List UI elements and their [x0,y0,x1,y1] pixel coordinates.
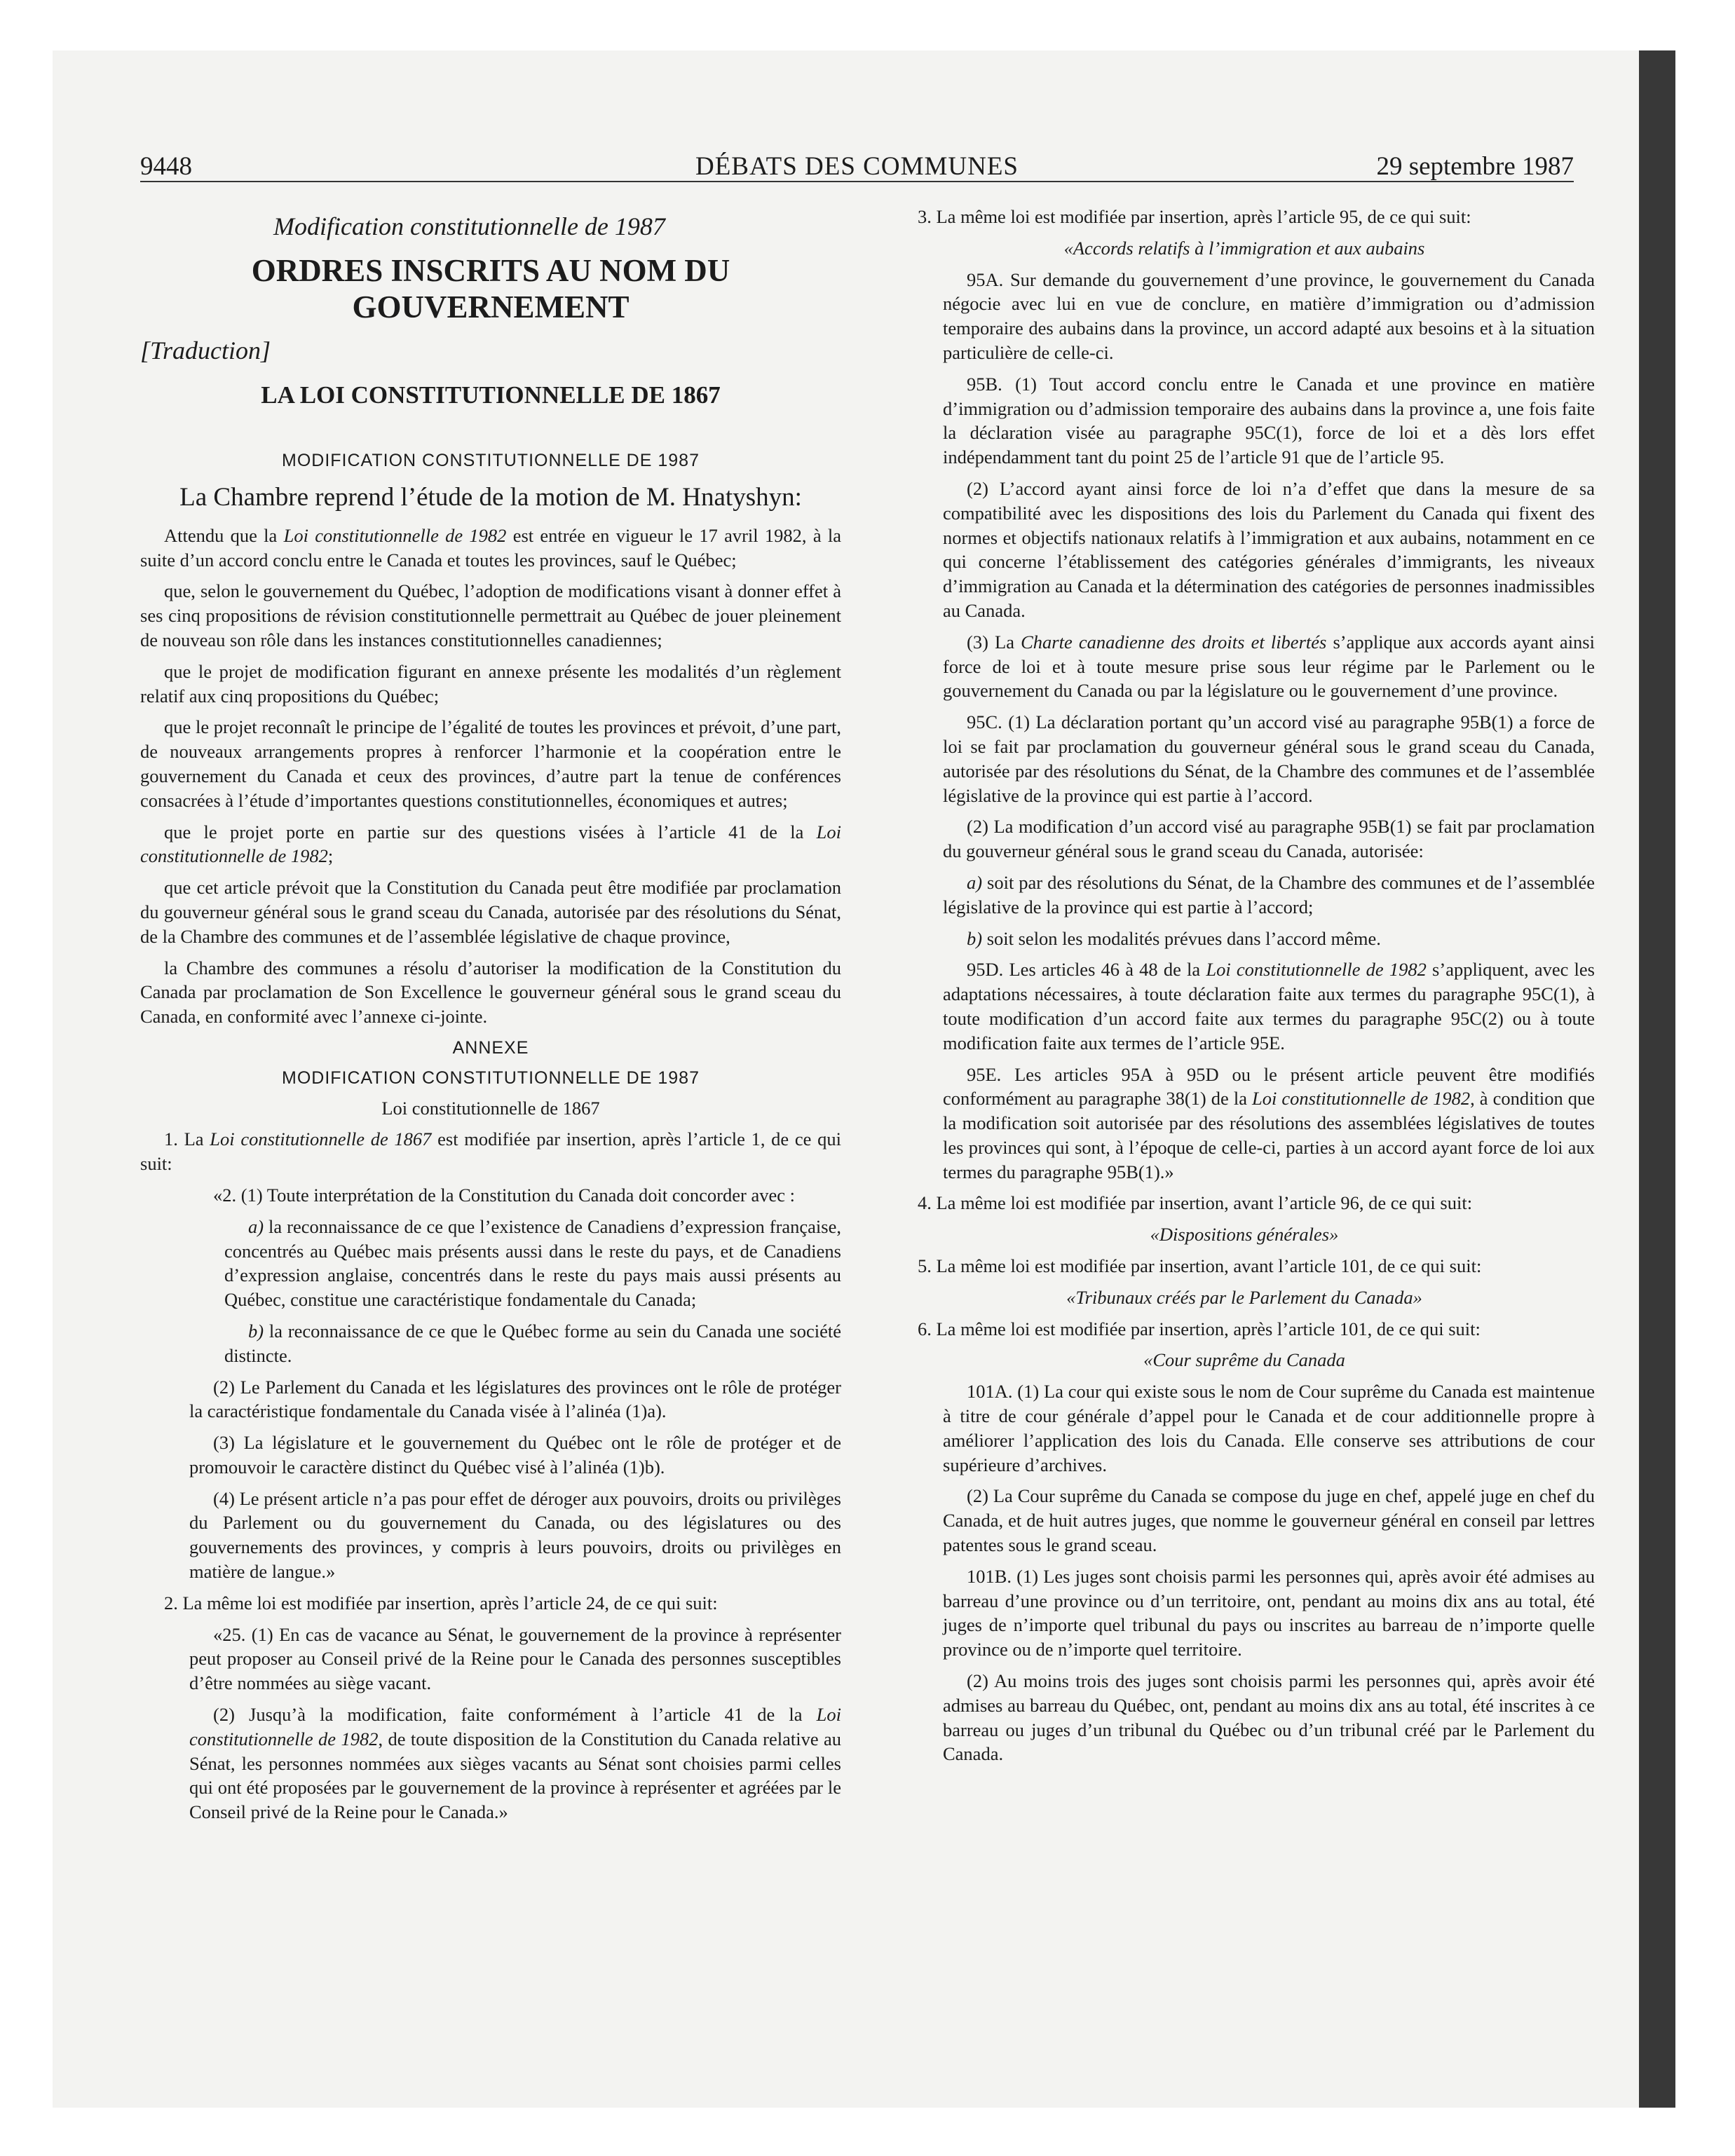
annex-act-title: Loi constitutionnelle de 1867 [381,1097,600,1119]
section-title: Modification constitutionnelle de 1987 [273,212,665,240]
section-101a-2: (2) La Cour suprême du Canada se compose du juge en chef, appelé juge en chef du Canada, et de huit autres juges, que nomme le gouverneur général en conseil par lettres patentes sous le grand sceau. [943,1485,1595,1556]
clause-4: 4. La même loi est modifiée par insertion, avant l’article 96, de ce qui suit: [918,1192,1473,1214]
paragraph: que le projet porte en partie sur des questions visées à l’article 41 de la Loi constitutionnelle de 1982; [140,821,841,867]
section-2-2: (2) Le Parlement du Canada et les législatures des provinces ont le rôle de protéger la caractéristique fondamentale du Canada visée à l’alinéa (1)a). [189,1376,841,1422]
section-101a-1: 101A. (1) La cour qui existe sous le nom de Cour suprême du Canada est maintenue à titre de cour générale d’appel pour le Canada et de cour additionnelle propre à améliorer l’application des lois du Canada. Elle conserve ses attributions de cour supérieure d’archives. [943,1381,1595,1475]
section-95b-3: (3) La Charte canadienne des droits et libertés s’applique aux accords ayant ainsi force de loi et à toute mesure prise sous leur régime par le Parlement ou le gouvernement du Canada ou par la législature ou le gouvernement d’une province. [943,631,1595,702]
orders-heading: ORDRES INSCRITS AU NOM DU GOUVERNEMENT [251,253,730,325]
paragraph: que, selon le gouvernement du Québec, l’adoption de modifications visant à donner effet à ses cinq propositions de révision constitutionnelle permettrait au Québec de jouer pleinement de nouveau son rôle dans les instances constitutionnelles canadiennes; [140,580,841,650]
header-rule [140,181,1574,182]
section-25-1: «25. (1) En cas de vacance au Sénat, le gouvernement de la province à représenter peut proposer au Conseil privé de la Reine pour le Canada des personnes susceptibles d’être nommées au siège vacant. [189,1623,841,1694]
paragraph: que le projet de modification figurant en annexe présente les modalités d’un règlement relatif aux cinq propositions du Québec; [140,660,841,707]
section-101b-1: 101B. (1) Les juges sont choisis parmi les personnes qui, après avoir été admises au barreau d’une province ou d’un territoire, ont, pendant au moins dix ans au total, été juges de n’importe quel tribunal du pays ou inscrites au barreau de n’importe quelle province ou de n’importe quel territoire. [943,1565,1595,1660]
publication-title: DÉBATS DES COMMUNES [695,152,1019,181]
section-95b-2: (2) L’accord ayant ainsi force de loi n’a d’effet que dans la mesure de sa compatibilité avec les dispositions des lois du Parlement du Canada qui fixent des normes et objectifs nationaux relatifs à l’immigration et aux aubains, notamment en ce qui concerne l’établissement des catégories générales d’immigrants, les niveaux d’immigration au Canada et la détermination des catégories de personnes inadmissibles au Canada. [943,477,1595,621]
section-95c-2: (2) La modification d’un accord visé au paragraphe 95B(1) se fait par proclamation du gouverneur général sous le grand sceau du Canada, autorisée: [943,816,1595,862]
clause-1: 1. La Loi constitutionnelle de 1867 est modifiée par insertion, après l’article 1, de ce qui suit: [140,1128,841,1175]
clause-6: 6. La même loi est modifiée par insertion, après l’article 101, de ce qui suit: [918,1318,1481,1339]
heading-immigration: «Accords relatifs à l’immigration et aux aubains [1063,237,1425,259]
clause-5: 5. La même loi est modifiée par insertion, avant l’article 101, de ce qui suit: [918,1255,1482,1277]
act-title: LA LOI CONSTITUTIONNELLE DE 1867 [261,381,721,409]
annex-amendment-heading: MODIFICATION CONSTITUTIONNELLE DE 1987 [282,1067,700,1088]
resolution-paragraph: la Chambre des communes a résolu d’autoriser la modification de la Constitution du Canada par proclamation de Son Excellence le gouverneur général sous le grand sceau du Canada, en conformité avec l’annexe ci-jointe. [140,957,841,1028]
section-2-1: «2. (1) Toute interprétation de la Constitution du Canada doit concorder avec : [213,1184,795,1206]
page-number: 9448 [140,152,192,181]
section-25-2: (2) Jusqu’à la modification, faite conformément à l’article 41 de la Loi constitutionnelle de 1982, de toute disposition de la Constitution du Canada relative au Sénat, les personnes nommées aux sièges vacants au Sénat sont choisies parmi celles qui ont été proposées par le gouvernement de la province à représenter et agréées par le Conseil privé de la Reine pour le Canada.» [189,1704,841,1823]
subparagraph-b: b) soit selon les modalités prévues dans l’accord même. [967,927,1381,949]
amendment-heading: MODIFICATION CONSTITUTIONNELLE DE 1987 [282,451,700,470]
subparagraph-a: a) la reconnaissance de ce que l’existence de Canadiens d’expression française, concentrés au Québec mais présents aussi dans le reste du pays, et de Canadiens d’expression anglaise, concentrés dans le reste du pays mais aussi présents au Québec, constitue une caractéristique fondamentale du Canada; [224,1215,841,1311]
left-column [140,205,841,1831]
section-95b-1: 95B. (1) Tout accord conclu entre le Canada et une province en matière d’immigration ou d’admission temporaire des aubains dans la province a, une fois faite la déclaration visée au paragraphe 95C(1), force de loi et a dès lors effet indépendamment tant du point 25 de l’article 91 que de l’article 95. [943,373,1595,468]
whereas-paragraph: Attendu que la Loi constitutionnelle de 1982 est entrée en vigueur le 17 avril 1982, à la suite d’un accord conclu entre le Canada et toutes les provinces, sauf le Québec; [140,524,841,571]
section-2-3: (3) La législature et le gouvernement du Québec ont le rôle de protéger et de promouvoir le caractère distinct du Québec visé à l’alinéa (1)b). [189,1432,841,1478]
paragraph: que cet article prévoit que la Constitution du Canada peut être modifiée par proclamation du gouverneur général sous le grand sceau du Canada, autorisée par des résolutions du Sénat, de la Chambre des communes et de l’assemblée législative de chaque province, [140,877,841,947]
section-95a: 95A. Sur demande du gouvernement d’une province, le gouvernement du Canada négocie avec lui en vue de conclure, en matière d’immigration ou d’admission temporaire des aubains dans la province, un accord adapté aux besoins et à la situation particulière de celle-ci. [943,268,1595,363]
subparagraph-b: b) la reconnaissance de ce que le Québec forme au sein du Canada une société distincte. [224,1320,841,1366]
section-2-4: (4) Le présent article n’a pas pour effet de déroger aux pouvoirs, droits ou privilèges du Parlement ou du gouvernement du Canada, ou des législatures ou des gouvernements des provinces, y compris à leurs pouvoirs, droits ou privilèges en matière de langue.» [189,1487,841,1583]
right-column [894,205,1595,1773]
scan-edge-shadow [1639,50,1675,2108]
page-date: 29 septembre 1987 [1376,152,1574,181]
heading-supreme-court: «Cour suprême du Canada [1143,1349,1345,1371]
clause-2: 2. La même loi est modifiée par insertion, après l’article 24, de ce qui suit: [164,1592,718,1613]
heading-courts: «Tribunaux créés par le Parlement du Canada» [1066,1286,1422,1308]
section-95c-1: 95C. (1) La déclaration portant qu’un accord visé au paragraphe 95B(1) a force de loi se fait par proclamation du gouverneur général sous le grand sceau du Canada, autorisée par des résolutions du Sénat, de la Chambre des communes et de l’assemblée législative de la province qui est partie à l’accord. [943,711,1595,806]
clause-3: 3. La même loi est modifiée par insertion, après l’article 95, de ce qui suit: [918,206,1471,227]
section-95d: 95D. Les articles 46 à 48 de la Loi constitutionnelle de 1982 s’appliquent, avec les adaptations nécessaires, à toute déclaration faite aux termes du paragraphe 95C(1), à toute modification d’un accord faite aux termes du paragraphe 95C(2) ou à toute modification faite aux termes de l’article 95E. [943,959,1595,1053]
section-95e: 95E. Les articles 95A à 95D ou le présent article peuvent être modifiés conformément au paragraphe 38(1) de la Loi constitutionnelle de 1982, à condition que la modification soit autorisée par des résolutions des assemblées législatives de toutes les provinces qui sont, à l’époque de celle-ci, parties à un accord ayant force de loi aux termes du paragraphe 95B(1).» [943,1063,1595,1182]
subparagraph-a: a) soit par des résolutions du Sénat, de la Chambre des communes et de l’assemblée législative de la province qui est partie à l’accord; [943,871,1595,917]
section-101b-2: (2) Au moins trois des juges sont choisis parmi les personnes qui, après avoir été admises au barreau du Québec, ont, pendant au moins dix ans au total, été inscrites à ce barreau ou juges d’un tribunal du Québec ou d’un tribunal créé par le Parlement du Canada. [943,1670,1595,1765]
chamber-resumes-line: La Chambre reprend l’étude de la motion de M. Hnatyshyn: [179,482,802,512]
translation-note: [Traduction] [140,336,271,364]
heading-general-provisions: «Dispositions générales» [1150,1224,1339,1246]
annex-heading: ANNEXE [452,1037,529,1058]
paragraph: que le projet reconnaît le principe de l’égalité de toutes les provinces et prévoit, d’une part, de nouveaux arrangements propres à renforcer l’harmonie et la coopération entre le gouvernement du Canada et ceux des provinces, d’autre part la tenue de conférences consacrées à l’étude d’importantes questions constitutionnelles, économiques et autres; [140,716,841,811]
